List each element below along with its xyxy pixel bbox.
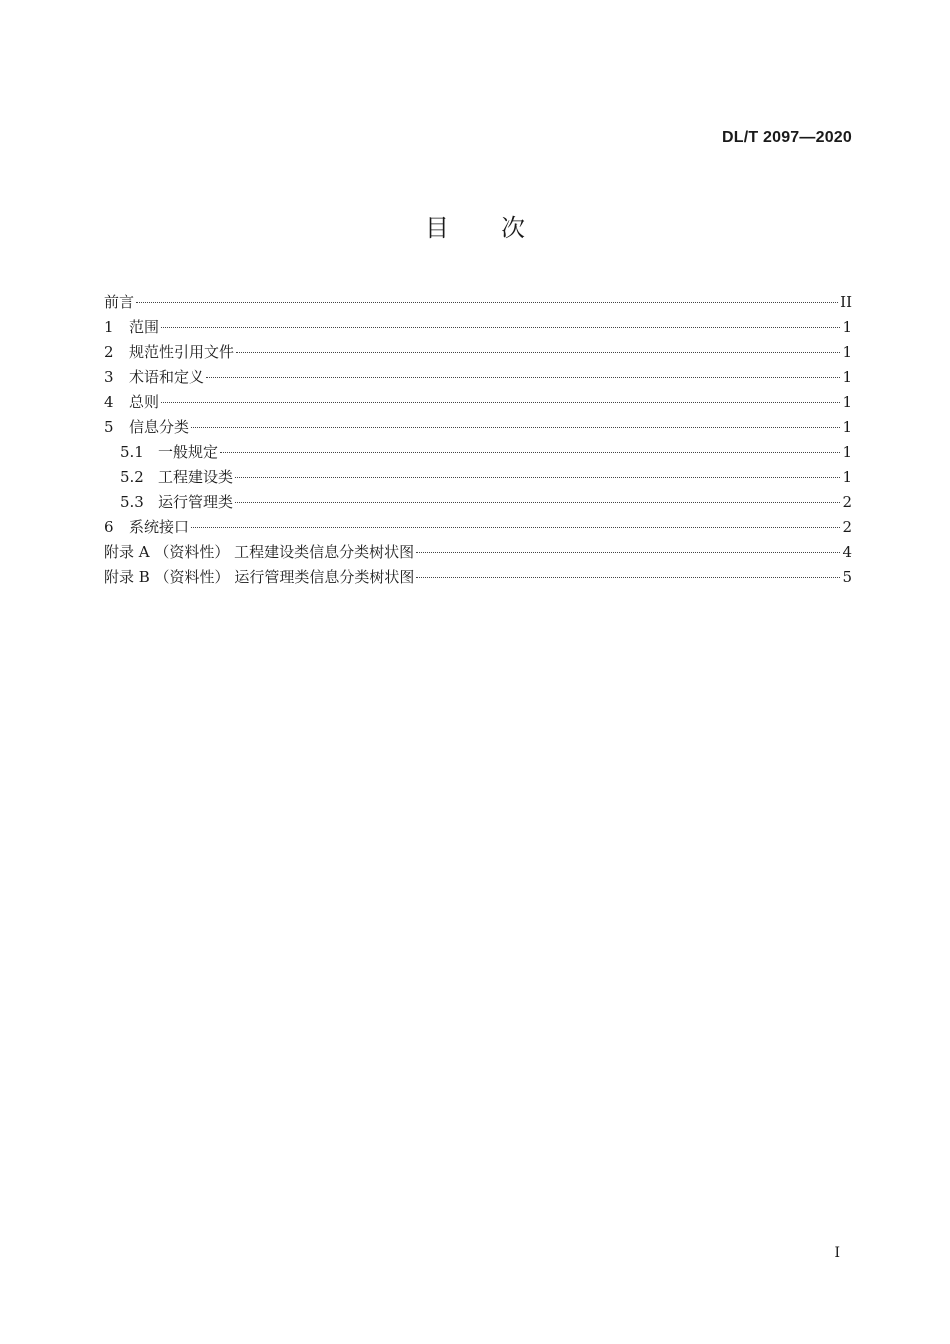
toc-entry-page: 1 (842, 368, 852, 386)
toc-entry-number: 6 (104, 518, 114, 536)
toc-entry-label: 系统接口 (129, 518, 190, 536)
toc-entry-label: 范围 (129, 318, 160, 336)
leader-dots (161, 401, 840, 403)
toc-entry-label: 术语和定义 (129, 368, 205, 386)
toc-entry-page: 1 (842, 418, 852, 436)
toc-entry-label: 运行管理类 (158, 493, 234, 511)
toc-entry-foreword[interactable] (104, 290, 852, 315)
toc-entry-number: 5.1 (120, 443, 144, 461)
toc-title-char-2: 次 (501, 214, 525, 242)
toc-entry-appendix-b[interactable] (104, 565, 852, 590)
toc-entry-number: 1 (104, 318, 114, 336)
toc-entry-number: 5 (104, 418, 114, 436)
toc-entry-page: 1 (842, 468, 852, 486)
leader-dots (161, 326, 840, 328)
toc-entry-label: 工程建设类 (158, 468, 234, 486)
toc-title (0, 208, 950, 243)
toc-entry-page: II (840, 293, 852, 311)
toc-entry-number: 4 (104, 393, 114, 411)
toc-entry-label: 附录 B （资料性） 运行管理类信息分类树状图 (104, 568, 415, 586)
toc-entry-terms[interactable] (104, 365, 852, 390)
toc-entry-page: 5 (842, 568, 852, 586)
toc-entry-page: 2 (842, 493, 852, 511)
toc-entry-label: 附录 A （资料性） 工程建设类信息分类树状图 (104, 543, 415, 561)
toc-entry-page: 4 (842, 543, 852, 561)
toc-entry-label: 信息分类 (129, 418, 190, 436)
toc-entry-scope[interactable] (104, 315, 852, 340)
page-number: I (834, 1245, 840, 1261)
toc-entry-general[interactable] (104, 390, 852, 415)
leader-dots (236, 351, 840, 353)
leader-dots (191, 426, 840, 428)
toc-title-char-1: 目 (425, 214, 449, 242)
toc-entry-label: 一般规定 (158, 443, 219, 461)
toc-entry-page: 1 (842, 318, 852, 336)
toc-entry-general-rules[interactable] (104, 440, 852, 465)
toc-entry-label: 前言 (104, 293, 135, 311)
toc-entry-page: 1 (842, 343, 852, 361)
toc-entry-page: 1 (842, 443, 852, 461)
toc-entry-appendix-a[interactable] (104, 540, 852, 565)
toc-entry-number: 2 (104, 343, 114, 361)
leader-dots (235, 476, 840, 478)
toc-entry-number: 5.2 (120, 468, 144, 486)
leader-dots (220, 451, 840, 453)
toc-entry-classification[interactable] (104, 415, 852, 440)
document-number: DL/T 2097—2020 (722, 129, 852, 146)
toc-entry-label: 总则 (129, 393, 160, 411)
toc-entry-page: 1 (842, 393, 852, 411)
leader-dots (136, 301, 838, 303)
leader-dots (191, 526, 840, 528)
table-of-contents (104, 290, 852, 590)
toc-entry-page: 2 (842, 518, 852, 536)
toc-entry-number: 5.3 (120, 493, 144, 511)
leader-dots (235, 501, 840, 503)
toc-entry-interface[interactable] (104, 515, 852, 540)
toc-entry-number: 3 (104, 368, 114, 386)
leader-dots (416, 551, 840, 553)
toc-entry-label: 规范性引用文件 (129, 343, 235, 361)
leader-dots (416, 576, 840, 578)
toc-entry-operation[interactable] (104, 490, 852, 515)
leader-dots (206, 376, 840, 378)
toc-entry-construction[interactable] (104, 465, 852, 490)
toc-entry-normative-references[interactable] (104, 340, 852, 365)
